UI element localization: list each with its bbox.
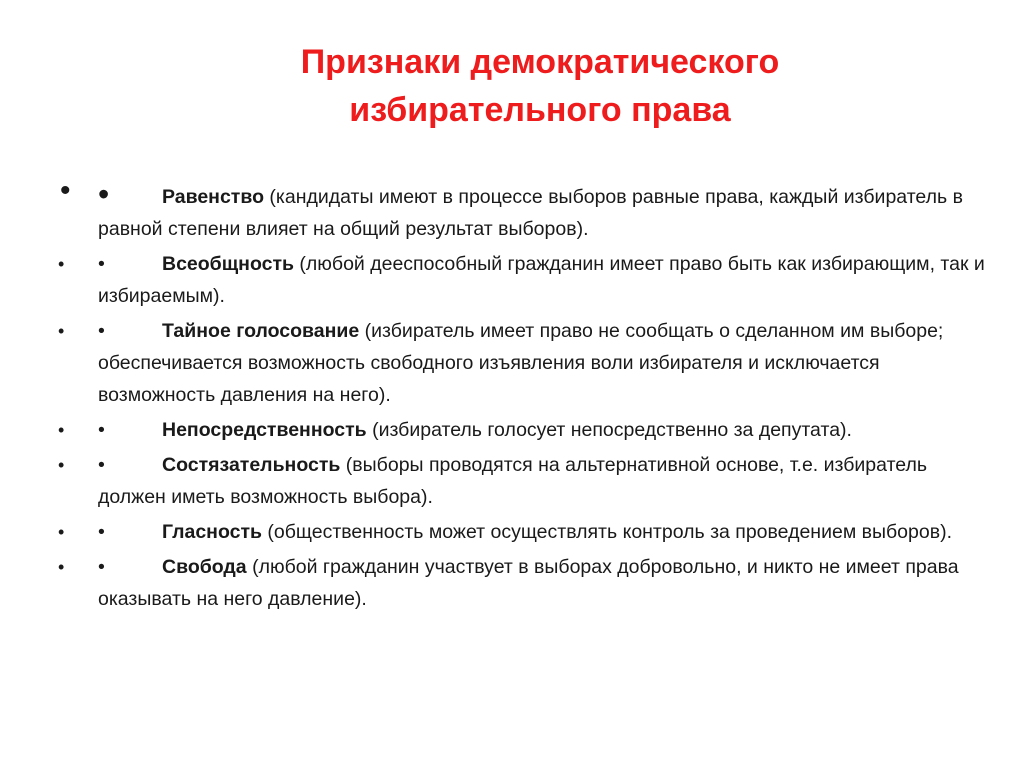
item-description: (избиратель имеет право не сообщать о сделанном им выборе; обеспечивается возможность свободного изъявления воли избирателя и исключается возможность давления на него).	[98, 320, 944, 406]
item-term: Тайное голосование	[162, 320, 360, 342]
list-item-freedom	[0, 551, 1024, 615]
item-term: Всеобщность	[162, 253, 294, 275]
list-item-competitiveness	[0, 449, 1024, 513]
bullet-icon: •	[98, 521, 105, 543]
list-item-secret-ballot	[0, 315, 1024, 411]
item-description: (любой дееспособный гражданин имеет право быть как избирающим, так и избираемым).	[98, 253, 985, 307]
bullet-icon: •	[58, 420, 65, 440]
item-term: Непосредственность	[162, 419, 367, 441]
bullet-icon: •	[98, 556, 105, 578]
bullet-icon: •	[58, 321, 65, 341]
bullet-icon: •	[98, 176, 110, 212]
bullet-icon: •	[58, 455, 65, 475]
list-item-equality	[0, 174, 1024, 245]
item-description: (выборы проводятся на альтернативной основе, т.е. избиратель должен иметь возможность выбора).	[98, 454, 928, 508]
bullet-icon: •	[98, 320, 105, 342]
item-term: Состязательность	[162, 454, 341, 476]
bullet-icon: •	[58, 522, 65, 542]
bullet-icon: •	[98, 253, 105, 275]
slide-title-line-2: избирательного права	[349, 91, 731, 129]
slide-title	[0, 38, 1024, 134]
item-term: Гласность	[162, 521, 262, 543]
item-term: Равенство	[162, 186, 264, 208]
bullet-icon: •	[58, 557, 65, 577]
bullet-icon: •	[98, 419, 105, 441]
bullet-icon: •	[98, 454, 105, 476]
list-item-universality	[0, 248, 1024, 312]
list-item-directness	[0, 414, 1024, 446]
item-term: Свобода	[162, 556, 247, 578]
item-description: (кандидаты имеют в процессе выборов равные права, каждый избиратель в равной степени влияет на общий результат выборов).	[98, 186, 963, 240]
item-description: (любой гражданин участвует в выборах добровольно, и никто не имеет права оказывать на него давление).	[98, 556, 959, 610]
list-item-publicity	[0, 516, 1024, 548]
bullet-icon: •	[60, 174, 71, 207]
principles-list	[0, 174, 1024, 618]
slide-title-line-1: Признаки демократического	[300, 43, 780, 81]
item-description: (избиратель голосует непосредственно за депутата).	[366, 419, 852, 441]
item-description: (общественность может осуществлять контроль за проведением выборов).	[261, 521, 952, 543]
bullet-icon: •	[58, 254, 65, 274]
